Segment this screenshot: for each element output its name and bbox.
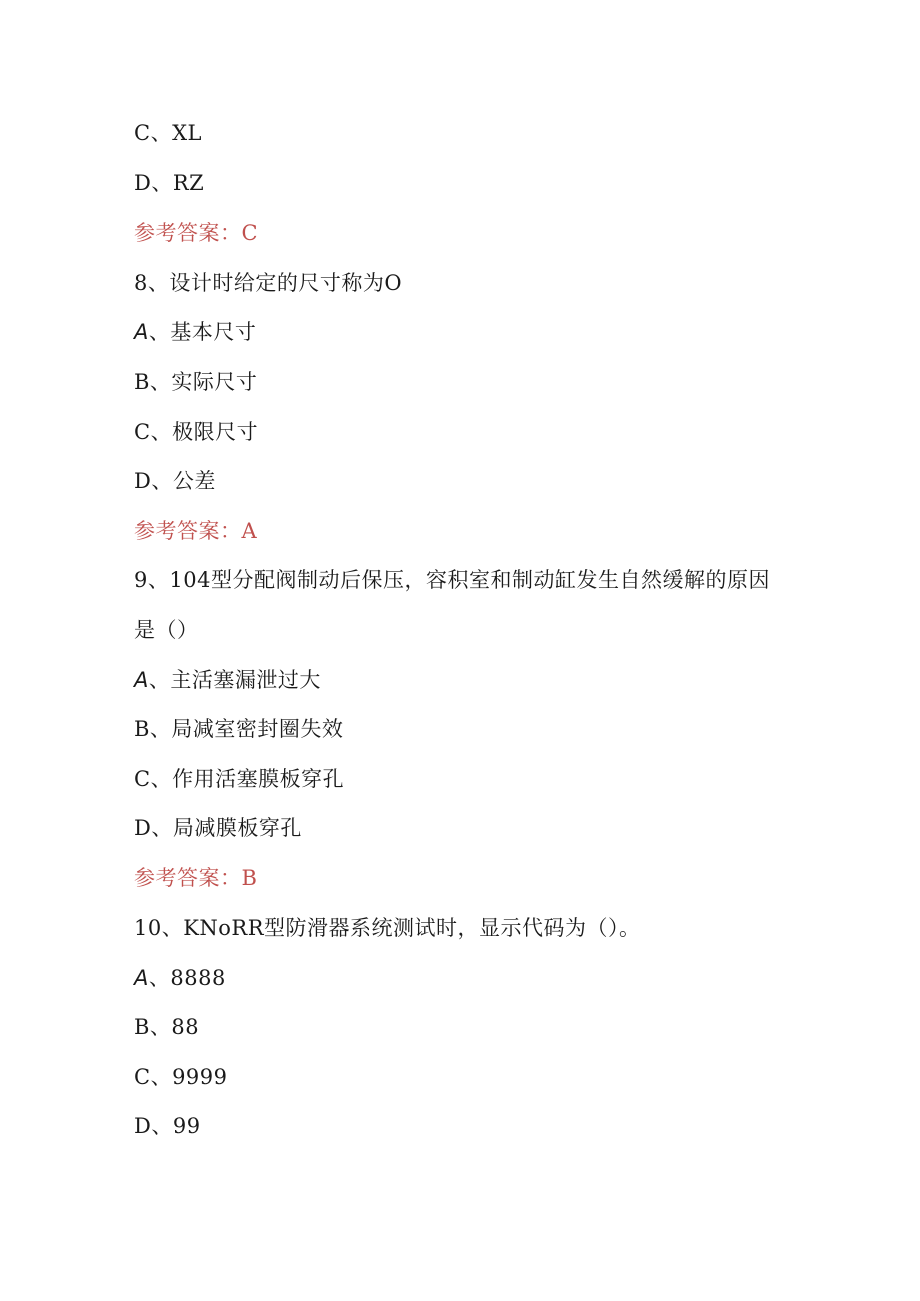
question-10-text: 10、KNoRR型防滑器系统测试时，显示代码为（）。 — [134, 916, 641, 940]
question-9-option-c: C、作用活塞膜板穿孔 — [134, 767, 345, 791]
question-8-answer: 参考答案：A — [134, 519, 258, 543]
question-9-answer: 参考答案：B — [134, 866, 258, 890]
question-9-text-line1: 9、104型分配阀制动后保压，容积室和制动缸发生自然缓解的原因 — [134, 568, 770, 592]
question-10-option-b: B、88 — [134, 1015, 200, 1039]
question-7-answer: 参考答案：C — [134, 221, 259, 245]
option-text: 、8888 — [148, 966, 226, 990]
option-text: 、主活塞漏泄过大 — [148, 668, 321, 692]
question-10-option-c: C、9999 — [134, 1065, 228, 1089]
question-10-option-d: D、99 — [134, 1114, 201, 1138]
question-8-option-b: B、实际尺寸 — [134, 370, 258, 394]
question-8-option-c: C、极限尺寸 — [134, 420, 259, 444]
question-9-text-line2: 是（） — [134, 618, 199, 642]
option-letter: A — [134, 668, 149, 692]
option-text: 、基本尺寸 — [148, 320, 257, 344]
question-9-option-b: B、局减室密封圈失效 — [134, 717, 344, 741]
question-9-option-d: D、局减膜板穿孔 — [134, 816, 302, 840]
question-8-text: 8、设计时给定的尺寸称为O — [134, 271, 403, 295]
option-letter: A — [134, 966, 149, 990]
question-7-option-d: D、RZ — [134, 171, 205, 195]
question-8-option-d: D、公差 — [134, 469, 216, 493]
question-9-option-a — [134, 666, 321, 694]
question-7-option-c: C、XL — [134, 121, 202, 145]
question-10-option-a — [134, 964, 226, 992]
option-letter: A — [134, 320, 149, 344]
question-8-option-a — [134, 318, 256, 346]
